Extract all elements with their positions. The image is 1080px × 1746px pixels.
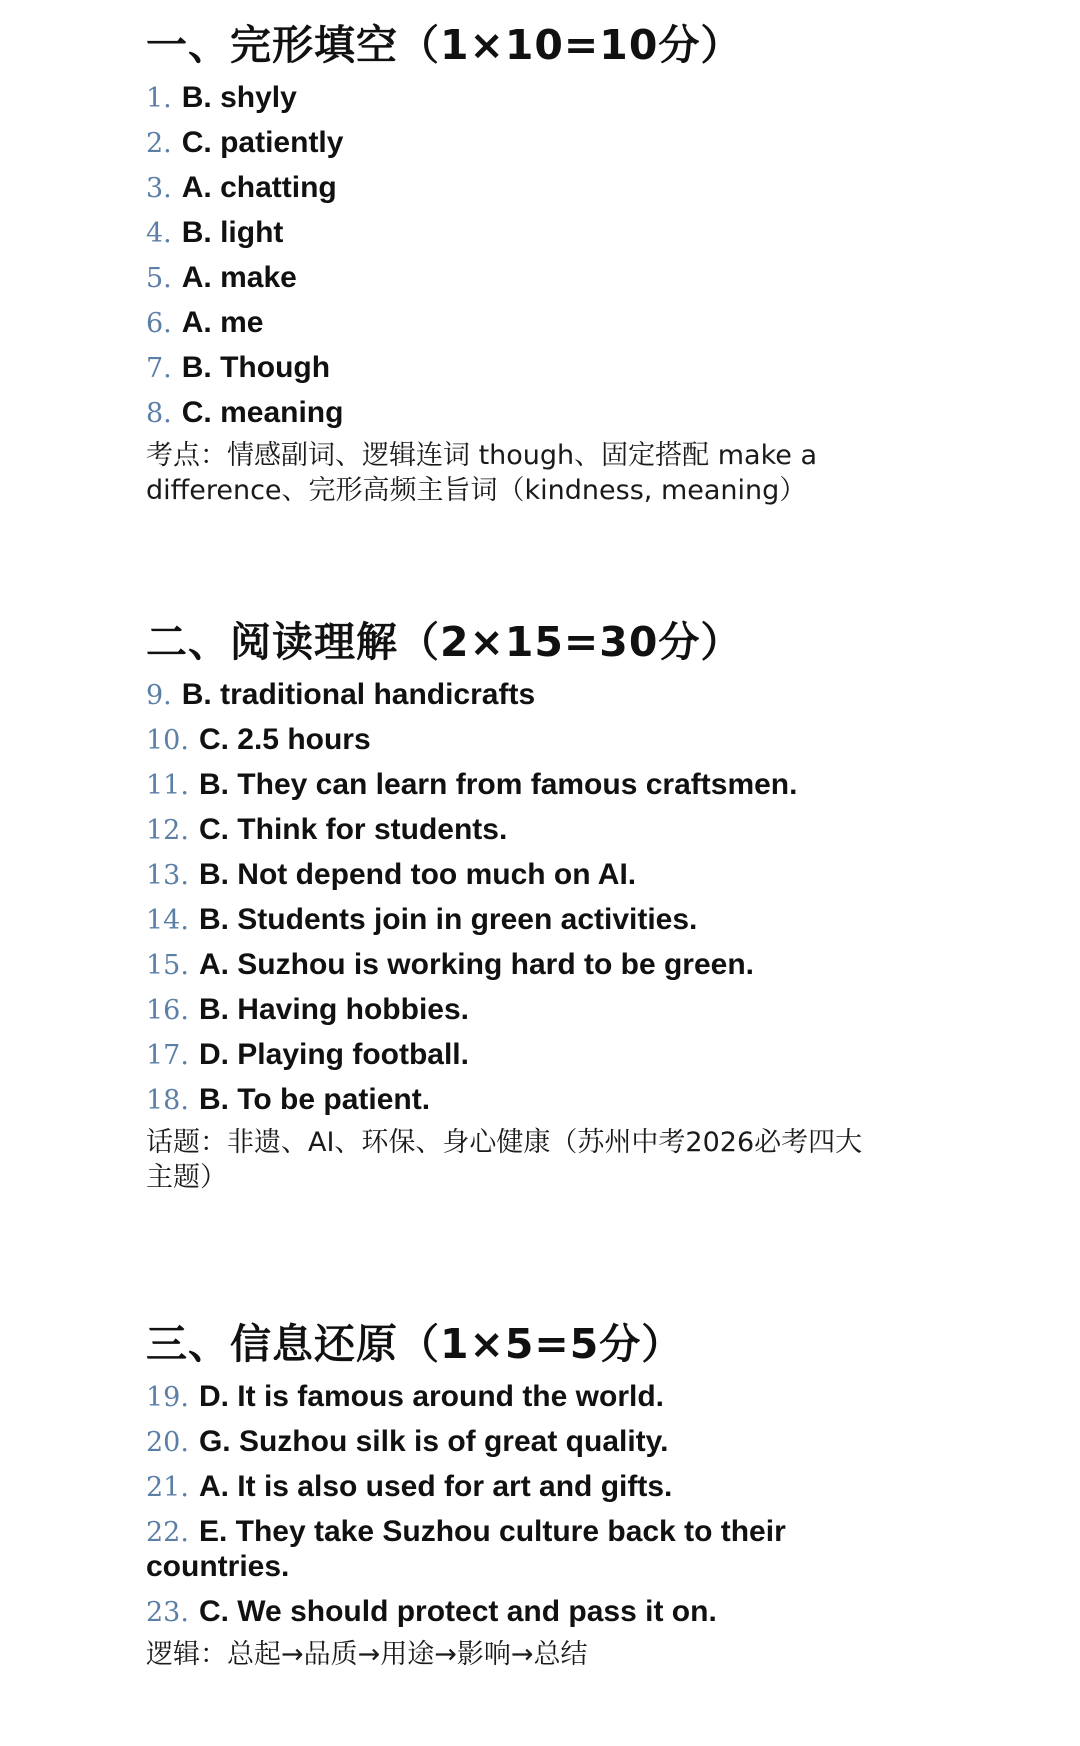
section-info-restore <box>146 1313 1046 1672</box>
answer-text: D. It is famous around the world. <box>198 1380 664 1413</box>
answer-text: C. Think for students. <box>198 813 508 846</box>
answer-text: A. It is also used for art and gifts. <box>198 1470 673 1503</box>
answer-item <box>146 1510 806 1590</box>
question-number: 15. <box>146 950 189 981</box>
question-number: 13. <box>146 860 189 891</box>
question-number: 8. <box>146 398 172 429</box>
question-number: 16. <box>146 995 189 1026</box>
answer-text: C. meaning <box>181 396 344 429</box>
answer-text: G. Suzhou silk is of great quality. <box>198 1425 669 1458</box>
section-cloze <box>146 14 1046 611</box>
question-number: 21. <box>146 1472 189 1503</box>
answer-item <box>146 346 1046 391</box>
answer-text: A. me <box>181 306 264 339</box>
answer-item <box>146 763 1046 808</box>
answer-item <box>146 301 1046 346</box>
section-reading <box>146 611 1046 1313</box>
answer-text: C. 2.5 hours <box>198 723 371 756</box>
answer-text: D. Playing football. <box>198 1038 469 1071</box>
answer-list <box>146 76 1046 436</box>
answer-item <box>146 718 1046 763</box>
question-number: 6. <box>146 308 172 339</box>
answer-text: B. traditional handicrafts <box>181 678 536 711</box>
answer-item <box>146 808 1046 853</box>
answer-text: B. Students join in green activities. <box>198 903 698 936</box>
answer-item <box>146 1465 1046 1510</box>
answer-item <box>146 898 1046 943</box>
question-number: 3. <box>146 173 172 204</box>
section-title: 二、阅读理解（2×15=30分） <box>146 618 743 666</box>
answer-text: C. We should protect and pass it on. <box>198 1595 717 1628</box>
question-number: 10. <box>146 725 189 756</box>
section-note: 话题：非遗、AI、环保、身心健康（苏州中考2026必考四大主题） <box>146 1127 863 1193</box>
answer-text: A. chatting <box>181 171 337 204</box>
question-number: 9. <box>146 680 172 711</box>
question-number: 5. <box>146 263 172 294</box>
answer-text: C. patiently <box>181 126 344 159</box>
question-number: 14. <box>146 905 189 936</box>
answer-text: B. light <box>181 216 284 249</box>
answer-item <box>146 256 1046 301</box>
answer-item <box>146 1590 1046 1635</box>
answer-list <box>146 673 1046 1123</box>
answer-item <box>146 943 1046 988</box>
answer-text: B. They can learn from famous craftsmen. <box>198 768 798 801</box>
answer-item <box>146 166 1046 211</box>
answer-item <box>146 76 1046 121</box>
answer-item <box>146 391 1046 436</box>
section-note: 逻辑：总起→品质→用途→影响→总结 <box>146 1639 588 1670</box>
question-number: 1. <box>146 83 172 114</box>
question-number: 17. <box>146 1040 189 1071</box>
question-number: 11. <box>146 770 189 801</box>
answer-item <box>146 1033 1046 1078</box>
section-title: 一、完形填空（1×10=10分） <box>146 21 743 69</box>
section-note: 考点：情感副词、逻辑连词 though、固定搭配 make a difference、完形高频主旨词（kindness, meaning） <box>146 440 818 506</box>
question-number: 23. <box>146 1597 189 1628</box>
question-number: 18. <box>146 1085 189 1116</box>
answer-text: B. Not depend too much on AI. <box>198 858 637 891</box>
question-number: 7. <box>146 353 172 384</box>
question-number: 2. <box>146 128 172 159</box>
question-number: 4. <box>146 218 172 249</box>
question-number: 22. <box>146 1517 189 1548</box>
answer-item <box>146 1078 1046 1123</box>
answer-item <box>146 1420 1046 1465</box>
answer-item <box>146 853 1046 898</box>
answer-text: B. shyly <box>181 81 297 114</box>
answer-item <box>146 121 1046 166</box>
answer-item <box>146 673 1046 718</box>
answer-text: B. Having hobbies. <box>198 993 469 1026</box>
answer-item <box>146 211 1046 256</box>
answer-text: A. Suzhou is working hard to be green. <box>198 948 754 981</box>
answer-text: A. make <box>181 261 297 294</box>
answer-list <box>146 1375 1046 1635</box>
answer-text: B. Though <box>181 351 331 384</box>
question-number: 12. <box>146 815 189 846</box>
answer-item <box>146 1375 1046 1420</box>
answer-text: B. To be patient. <box>198 1083 431 1116</box>
answer-text: E. They take Suzhou culture back to their countries. <box>146 1515 786 1583</box>
section-title: 三、信息还原（1×5=5分） <box>146 1320 684 1368</box>
question-number: 20. <box>146 1427 189 1458</box>
answer-document <box>146 14 1046 1672</box>
answer-item <box>146 988 1046 1033</box>
question-number: 19. <box>146 1382 189 1413</box>
